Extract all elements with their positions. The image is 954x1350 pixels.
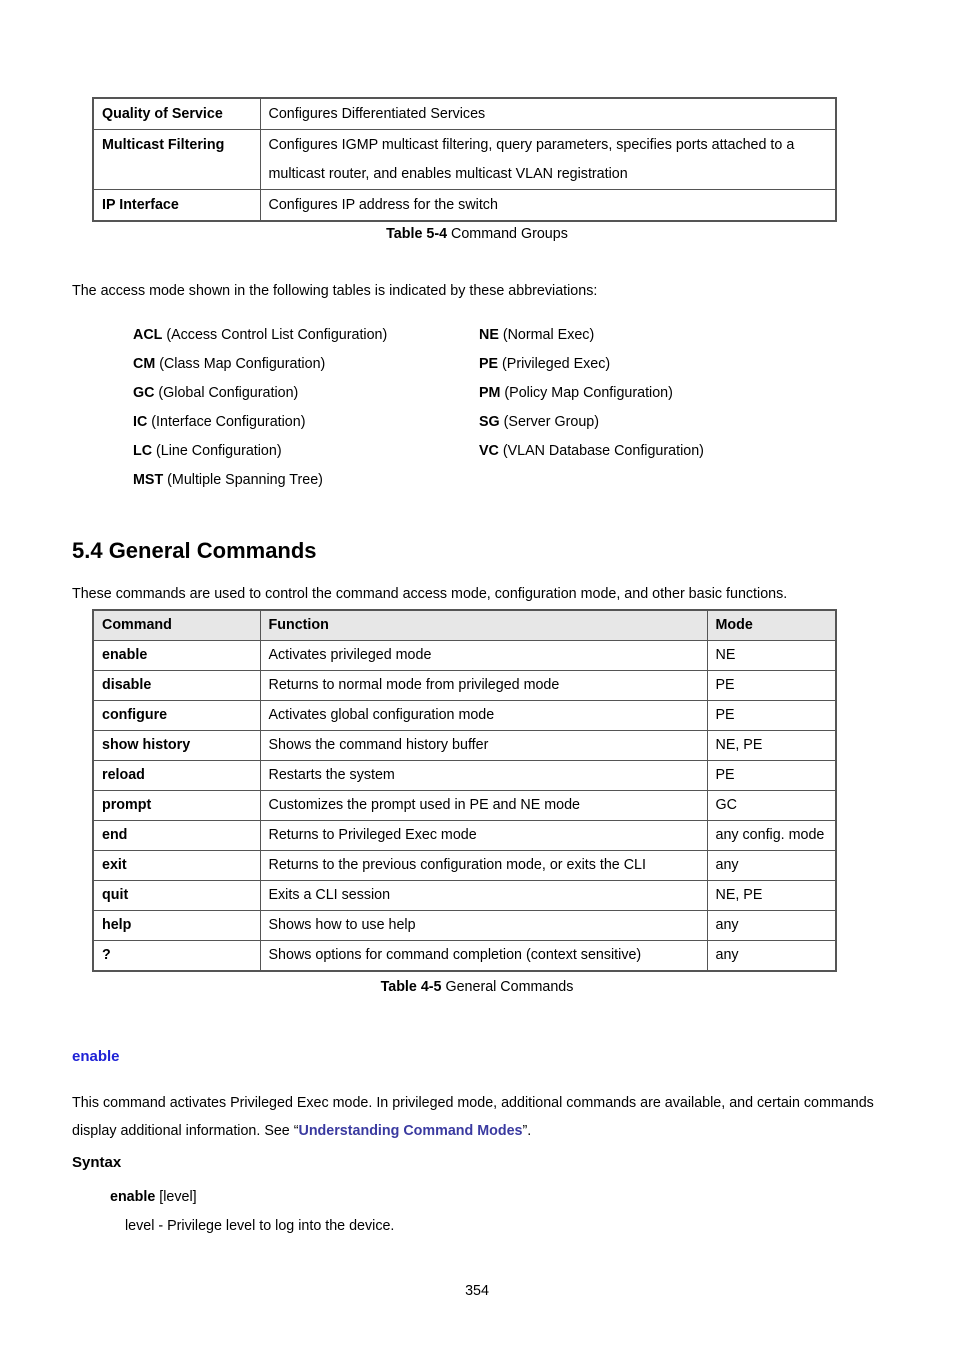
general-commands-table: [92, 609, 837, 972]
command-heading-enable: enable: [72, 1048, 120, 1065]
abbreviation-list-right: [479, 321, 704, 466]
group-name: IP Interface: [93, 190, 260, 222]
understanding-command-modes-link[interactable]: Understanding Command Modes: [298, 1123, 523, 1139]
mode-cell: PE: [707, 671, 836, 701]
function-cell: Shows how to use help: [260, 911, 707, 941]
function-cell: Returns to normal mode from privileged mode: [260, 671, 707, 701]
group-description: Configures IP address for the switch: [260, 190, 836, 222]
mode-cell: any: [707, 941, 836, 972]
table-row: [93, 881, 836, 911]
mode-cell: NE, PE: [707, 881, 836, 911]
function-cell: Shows options for command completion (context sensitive): [260, 941, 707, 972]
function-cell: Returns to the previous configuration mode, or exits the CLI: [260, 851, 707, 881]
table-row: [93, 851, 836, 881]
abbreviation-item: NE (Normal Exec): [479, 327, 595, 343]
abbreviation-item: GC (Global Configuration): [133, 385, 299, 401]
enable-description: This command activates Privileged Exec mode. In privileged mode, additional commands are available, and certain commands display additional information. See “Understanding Command Modes”.: [72, 1095, 874, 1139]
column-header: Mode: [707, 610, 836, 641]
page-number: 354: [465, 1283, 489, 1299]
group-name: Quality of Service: [93, 98, 260, 130]
command-cell: configure: [93, 701, 260, 731]
command-groups-table: [92, 97, 837, 222]
table-row: [93, 791, 836, 821]
function-cell: Activates global configuration mode: [260, 701, 707, 731]
table-header-row: [93, 610, 836, 641]
table-row: [93, 130, 836, 190]
mode-cell: GC: [707, 791, 836, 821]
syntax-heading: Syntax: [72, 1154, 122, 1171]
group-description: Configures Differentiated Services: [260, 98, 836, 130]
function-cell: Shows the command history buffer: [260, 731, 707, 761]
mode-cell: any: [707, 911, 836, 941]
function-cell: Returns to Privileged Exec mode: [260, 821, 707, 851]
column-header: Function: [260, 610, 707, 641]
abbreviation-item: PM (Policy Map Configuration): [479, 385, 673, 401]
mode-cell: PE: [707, 761, 836, 791]
abbreviation-item: LC (Line Configuration): [133, 443, 282, 459]
table-row: [93, 821, 836, 851]
table-caption: Table 5-4 Command Groups: [386, 226, 568, 242]
table-row: [93, 911, 836, 941]
mode-cell: any: [707, 851, 836, 881]
table-row: [93, 190, 836, 222]
mode-cell: PE: [707, 701, 836, 731]
table-row: [93, 98, 836, 130]
table-row: [93, 671, 836, 701]
command-cell: show history: [93, 731, 260, 761]
abbreviation-item: ACL (Access Control List Configuration): [133, 327, 388, 343]
abbreviation-list-left: [133, 321, 387, 495]
abbreviation-item: IC (Interface Configuration): [133, 414, 306, 430]
section-title: 5.4 General Commands: [72, 538, 317, 563]
parameter-description: level - Privilege level to log into the device.: [125, 1218, 395, 1234]
command-cell: reload: [93, 761, 260, 791]
function-cell: Restarts the system: [260, 761, 707, 791]
access-mode-intro: The access mode shown in the following tables is indicated by these abbreviations:: [72, 283, 598, 299]
abbreviation-item: CM (Class Map Configuration): [133, 356, 326, 372]
syntax-line: enable [level]: [110, 1189, 197, 1205]
table-row: [93, 941, 836, 972]
table-caption: Table 4-5 General Commands: [380, 979, 574, 995]
abbreviation-item: MST (Multiple Spanning Tree): [133, 472, 323, 488]
mode-cell: any config. mode: [707, 821, 836, 851]
command-cell: exit: [93, 851, 260, 881]
command-cell: help: [93, 911, 260, 941]
function-cell: Exits a CLI session: [260, 881, 707, 911]
group-description: Configures IGMP multicast filtering, query parameters, specifies ports attached to a multicast router, and enables multicast VLAN registration: [260, 130, 836, 190]
table-row: [93, 731, 836, 761]
command-cell: prompt: [93, 791, 260, 821]
command-cell: disable: [93, 671, 260, 701]
command-cell: end: [93, 821, 260, 851]
table-row: [93, 761, 836, 791]
function-cell: Customizes the prompt used in PE and NE mode: [260, 791, 707, 821]
command-cell: quit: [93, 881, 260, 911]
command-cell: ?: [93, 941, 260, 972]
mode-cell: NE: [707, 641, 836, 671]
abbreviation-item: SG (Server Group): [479, 414, 599, 430]
column-header: Command: [93, 610, 260, 641]
abbreviation-item: VC (VLAN Database Configuration): [479, 443, 704, 459]
function-cell: Activates privileged mode: [260, 641, 707, 671]
table-row: [93, 701, 836, 731]
mode-cell: NE, PE: [707, 731, 836, 761]
group-name: Multicast Filtering: [93, 130, 260, 190]
abbreviation-item: PE (Privileged Exec): [479, 356, 611, 372]
table-row: [93, 641, 836, 671]
section-intro: These commands are used to control the command access mode, configuration mode, and other basic functions.: [72, 586, 788, 602]
command-cell: enable: [93, 641, 260, 671]
